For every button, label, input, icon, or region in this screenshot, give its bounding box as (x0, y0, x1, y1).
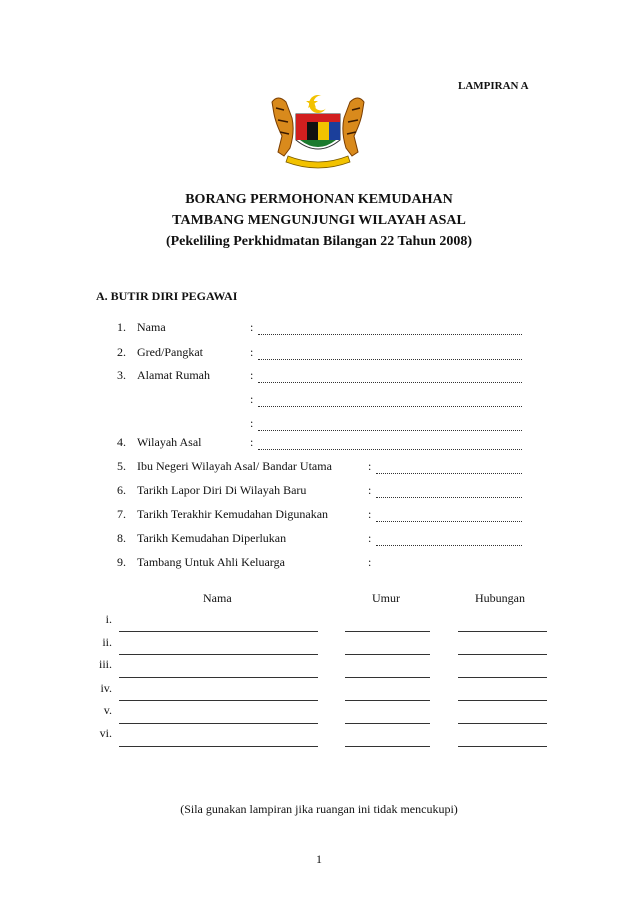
field-label: Tambang Untuk Ahli Keluarga (137, 555, 285, 569)
row-number: ii. (102, 635, 112, 649)
row-number: iv. (100, 681, 112, 695)
alamat-input-line-3[interactable] (258, 429, 522, 431)
field-number: 6. (117, 483, 126, 497)
family-age-line[interactable] (345, 699, 430, 701)
nama-input-line[interactable] (258, 333, 522, 335)
lampiran-label: LAMPIRAN A (458, 80, 529, 92)
family-name-line[interactable] (119, 630, 318, 632)
field-number: 7. (117, 507, 126, 521)
page-number: 1 (316, 852, 322, 866)
row-number: vi. (99, 726, 112, 740)
family-name-line[interactable] (119, 699, 318, 701)
row-number: i. (105, 612, 112, 626)
family-name-line[interactable] (119, 653, 318, 655)
family-age-line[interactable] (345, 630, 430, 632)
family-relation-line[interactable] (458, 699, 547, 701)
alamat-input-line-1[interactable] (258, 381, 522, 383)
wilayah-input-line[interactable] (258, 448, 522, 450)
field-colon: : (368, 459, 372, 473)
field-label: Ibu Negeri Wilayah Asal/ Bandar Utama (137, 459, 332, 473)
family-age-line[interactable] (345, 722, 430, 724)
column-header-hubungan: Hubungan (475, 591, 525, 605)
ibu-negeri-input-line[interactable] (376, 472, 522, 474)
family-name-line[interactable] (119, 722, 318, 724)
family-age-line[interactable] (345, 745, 430, 747)
tarikh-kemudahan-input-line[interactable] (376, 544, 522, 546)
field-number: 9. (117, 555, 126, 569)
family-relation-line[interactable] (458, 722, 547, 724)
field-colon: : (250, 368, 254, 382)
column-header-nama: Nama (203, 591, 232, 605)
field-number: 8. (117, 531, 126, 545)
section-a-heading: A. BUTIR DIRI PEGAWAI (96, 289, 238, 303)
field-number: 2. (117, 345, 126, 359)
field-label: Gred/Pangkat (137, 345, 203, 359)
field-label: Tarikh Lapor Diri Di Wilayah Baru (137, 483, 307, 497)
field-number: 4. (117, 435, 126, 449)
field-colon: : (250, 320, 254, 334)
field-colon: : (368, 507, 372, 521)
field-colon: : (368, 483, 372, 497)
field-colon: : (368, 555, 372, 569)
row-number: iii. (98, 657, 112, 671)
family-relation-line[interactable] (458, 630, 547, 632)
row-number: v. (103, 703, 112, 717)
field-number: 3. (117, 368, 126, 382)
form-title-line-3: (Pekeliling Perkhidmatan Bilangan 22 Tahun 2008) (165, 234, 473, 249)
form-title-line-1: BORANG PERMOHONAN KEMUDAHAN (185, 192, 453, 207)
field-label: Alamat Rumah (137, 368, 210, 382)
tarikh-terakhir-input-line[interactable] (376, 520, 522, 522)
family-name-line[interactable] (119, 745, 318, 747)
field-colon: : (250, 416, 254, 430)
family-relation-line[interactable] (458, 653, 547, 655)
field-number: 1. (117, 320, 126, 334)
family-relation-line[interactable] (458, 676, 547, 678)
attachment-note: (Sila gunakan lampiran jika ruangan ini tidak mencukupi) (180, 802, 458, 816)
field-colon: : (250, 345, 254, 359)
gred-input-line[interactable] (258, 358, 522, 360)
field-label: Nama (137, 320, 166, 334)
family-relation-line[interactable] (458, 745, 547, 747)
field-label: Tarikh Terakhir Kemudahan Digunakan (137, 507, 329, 521)
family-age-line[interactable] (345, 653, 430, 655)
field-number: 5. (117, 459, 126, 473)
field-colon: : (368, 531, 372, 545)
family-age-line[interactable] (345, 676, 430, 678)
tarikh-lapor-input-line[interactable] (376, 496, 522, 498)
coat-of-arms-emblem (262, 92, 374, 170)
field-colon: : (250, 435, 254, 449)
family-name-line[interactable] (119, 676, 318, 678)
field-label: Wilayah Asal (137, 435, 202, 449)
field-colon: : (250, 392, 254, 406)
field-label: Tarikh Kemudahan Diperlukan (137, 531, 287, 545)
form-title-line-2: TAMBANG MENGUNJUNGI WILAYAH ASAL (172, 213, 466, 228)
column-header-umur: Umur (372, 591, 400, 605)
alamat-input-line-2[interactable] (258, 405, 522, 407)
